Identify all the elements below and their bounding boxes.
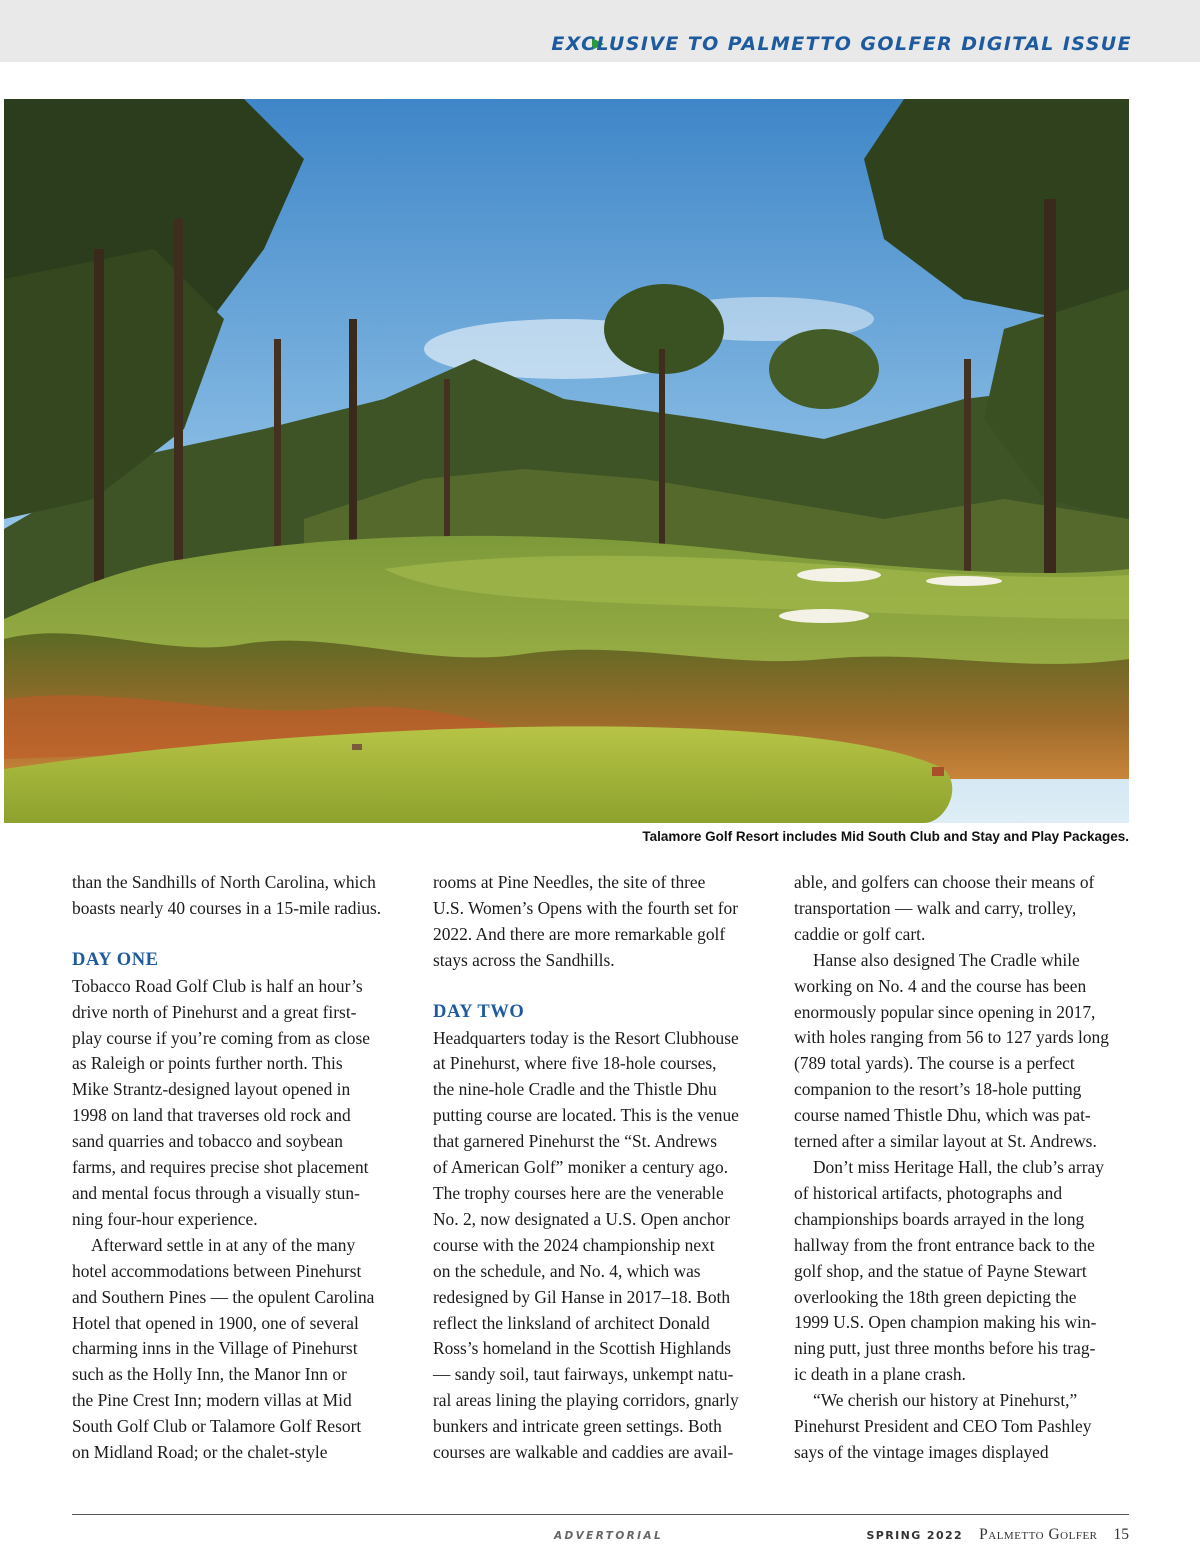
text-line: companion to the resort’s 18-hole putting (794, 1079, 1082, 1100)
text-line: transportation — walk and carry, trolley, (794, 897, 1077, 918)
text-line: as Raleigh or points further north. This (72, 1053, 343, 1074)
golf-course-photo (4, 99, 1129, 823)
text-line: Tobacco Road Golf Club is half an hour’s (72, 975, 363, 996)
text-line: stays across the Sandhills. (433, 949, 615, 970)
text-line: ning four-hour experience. (72, 1208, 258, 1229)
top-banner (0, 0, 1200, 62)
heading-day-one: DAY ONE (72, 949, 159, 970)
text-line: Hanse also designed The Cradle while (813, 949, 1080, 970)
text-line: Hotel that opened in 1900, one of several (72, 1312, 359, 1333)
text-line: championships boards arrayed in the long (794, 1208, 1085, 1229)
column-3 (794, 870, 1139, 1466)
text-line: the nine-hole Cradle and the Thistle Dhu (433, 1079, 717, 1100)
text-line: play course if you’re coming from as close (72, 1027, 370, 1048)
text-line: of historical artifacts, photographs and (794, 1182, 1063, 1203)
text-line: 1999 U.S. Open champion making his win- (794, 1312, 1097, 1333)
text-line: the Pine Crest Inn; modern villas at Mid (72, 1390, 352, 1411)
text-line: ral areas lining the playing corridors, gnarly (433, 1390, 739, 1411)
golf-course-illustration (4, 99, 1129, 823)
text-line: putting course are located. This is the venue (433, 1105, 739, 1126)
text-line: South Golf Club or Talamore Golf Resort (72, 1416, 362, 1437)
text-line: at Pinehurst, where five 18-hole courses, (433, 1053, 717, 1074)
text-line: hallway from the front entrance back to the (794, 1234, 1095, 1255)
text-line: course with the 2024 championship next (433, 1234, 715, 1255)
text-line: Don’t miss Heritage Hall, the club’s array (813, 1156, 1104, 1177)
text-line: U.S. Women’s Opens with the fourth set for (433, 897, 738, 918)
text-line: The trophy courses here are the venerable (433, 1182, 724, 1203)
page-number: 15 (1113, 1526, 1129, 1543)
text-line: golf shop, and the statue of Payne Stewart (794, 1260, 1087, 1281)
text-line: caddie or golf cart. (794, 923, 926, 944)
banner-text: EXCLUSIVE TO PALMETTO GOLFER DIGITAL ISSUE (551, 33, 1132, 55)
text-line: — sandy soil, taut fairways, unkempt natu- (433, 1364, 734, 1385)
text-line: boasts nearly 40 courses in a 15-mile radius. (72, 897, 382, 918)
text-line: ning putt, just three months before his trag- (794, 1338, 1096, 1359)
text-line: reflect the linksland of architect Donald (433, 1312, 710, 1333)
text-line: (789 total yards). The course is a perfect (794, 1053, 1075, 1074)
text-line: Pinehurst President and CEO Tom Pashley (794, 1416, 1092, 1437)
text-line: Ross’s homeland in the Scottish Highlands (433, 1338, 732, 1359)
footer-section-label: ADVERTORIAL (554, 1530, 664, 1542)
text-line: overlooking the 18th green depicting the (794, 1286, 1077, 1307)
text-line: sand quarries and tobacco and soybean (72, 1131, 343, 1152)
text-line: working on No. 4 and the course has been (794, 975, 1087, 996)
footer-folio (866, 1526, 1129, 1544)
column-2 (433, 870, 778, 1466)
text-line: redesigned by Gil Hanse in 2017–18. Both (433, 1286, 731, 1307)
text-line: enormously popular since opening in 2017, (794, 1001, 1096, 1022)
text-line: charming inns in the Village of Pinehurst (72, 1338, 358, 1359)
text-line: with holes ranging from 56 to 127 yards long (794, 1027, 1109, 1048)
text-line: Afterward settle in at any of the many (91, 1234, 356, 1255)
text-line: drive north of Pinehurst and a great first- (72, 1001, 357, 1022)
text-line: of American Golf” moniker a century ago. (433, 1157, 729, 1178)
footer-divider (72, 1514, 1129, 1515)
text-line: 2022. And there are more remarkable golf (433, 923, 726, 944)
footer-season: SPRING 2022 (866, 1529, 964, 1542)
text-line: terned after a similar layout at St. Andrews. (794, 1131, 1097, 1152)
text-line: courses are walkable and caddies are avail- (433, 1442, 734, 1463)
text-line: that garnered Pinehurst the “St. Andrews (433, 1131, 717, 1152)
text-line: such as the Holly Inn, the Manor Inn or (72, 1364, 347, 1385)
heading-day-two: DAY TWO (433, 1001, 525, 1022)
text-line: than the Sandhills of North Carolina, which (72, 872, 376, 892)
text-line: Mike Strantz-designed layout opened in (72, 1079, 351, 1100)
text-line: ic death in a plane crash. (794, 1364, 966, 1385)
text-line: 1998 on land that traverses old rock and (72, 1105, 351, 1126)
text-line: “We cherish our history at Pinehurst,” (813, 1390, 1078, 1411)
text-line: and mental focus through a visually stun- (72, 1182, 360, 1203)
text-line: hotel accommodations between Pinehurst (72, 1260, 362, 1281)
text-line: able, and golfers can choose their means of (794, 872, 1095, 892)
text-line: and Southern Pines — the opulent Carolina (72, 1286, 375, 1307)
text-line: farms, and requires precise shot placement (72, 1157, 369, 1178)
text-line: says of the vintage images displayed (794, 1441, 1049, 1462)
footer-magazine: Palmetto Golfer (979, 1526, 1098, 1543)
text-line: on Midland Road; or the chalet-style (72, 1442, 328, 1463)
column-1 (72, 870, 412, 1466)
text-line: course named Thistle Dhu, which was pat- (794, 1105, 1091, 1126)
text-line: rooms at Pine Needles, the site of three (433, 872, 706, 892)
text-line: bunkers and intricate green settings. Both (433, 1416, 722, 1437)
photo-caption: Talamore Golf Resort includes Mid South Club and Stay and Play Packages. (642, 829, 1129, 844)
text-line: Headquarters today is the Resort Clubhouse (433, 1027, 739, 1048)
text-line: No. 2, now designated a U.S. Open anchor (433, 1208, 731, 1229)
text-line: on the schedule, and No. 4, which was (433, 1260, 701, 1281)
